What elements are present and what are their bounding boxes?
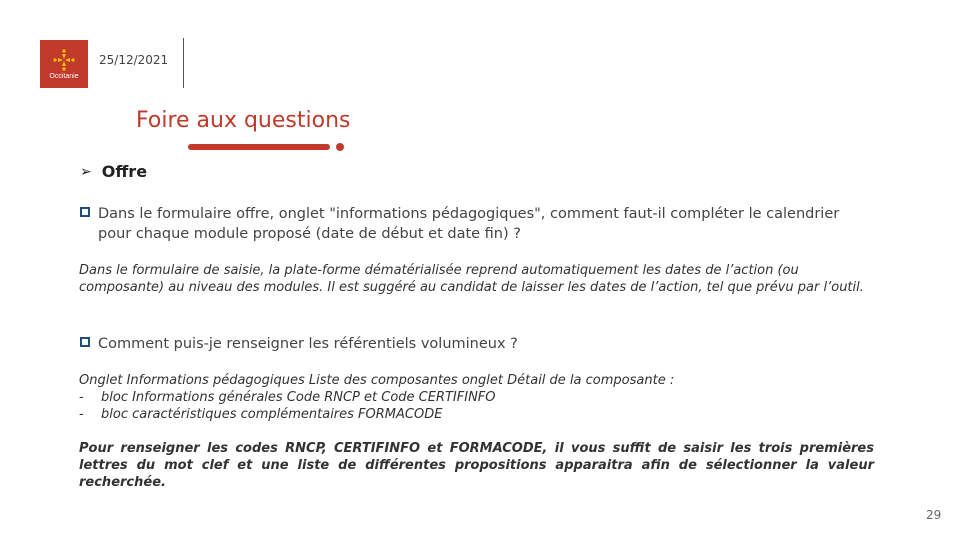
faq-answer: Dans le formulaire de saisie, la plate-forme dématérialisée reprend automatiquement les dates de l’action (ou composante) au niveau des modules. Il est suggéré au candidat de laisser les dates de l’action, tel que prévu par l’outil. [79, 263, 864, 295]
page-number: 29 [926, 508, 942, 522]
slide-date: 25/12/2021 [99, 53, 169, 67]
logo-brand-text: Occitanie [49, 73, 79, 80]
answer-bullet-line [79, 389, 869, 406]
checkbox-bullet-icon [80, 337, 90, 347]
region-logo [40, 40, 88, 88]
faq-answer [79, 372, 869, 423]
faq-note: Pour renseigner les codes RNCP, CERTIFINFO et FORMACODE, il vous suffit de saisir les trois premières lettres du mot clef et une liste de différentes propositions apparaitra afin de sélectionner la valeur recherchée. [79, 441, 874, 490]
dash-bullet: - [79, 390, 84, 405]
faq-question-text: Dans le formulaire offre, onglet "informations pédagogiques", comment faut-il compléter le calendrier pour chaque module proposé (date de début et date fin) ? [98, 206, 840, 242]
checkbox-bullet-icon [80, 207, 90, 217]
page-title: Foire aux questions [136, 108, 351, 133]
answer-line: bloc caractéristiques complémentaires FORMACODE [101, 407, 443, 422]
dash-bullet: - [79, 407, 84, 422]
faq-question [80, 204, 860, 244]
header-divider [183, 38, 184, 88]
answer-line: Onglet Informations pédagogiques Liste des composantes onglet Détail de la composante : [79, 373, 675, 388]
answer-bullet-line [79, 406, 869, 423]
title-underline [188, 144, 330, 150]
answer-line: bloc Informations générales Code RNCP et Code CERTIFINFO [101, 390, 496, 405]
section-heading [80, 162, 147, 181]
arrow-bullet-icon: ➢ [80, 163, 92, 180]
section-label: Offre [101, 162, 148, 181]
faq-question [80, 334, 860, 354]
title-underline-dot [336, 143, 344, 151]
occitanie-cross-icon [51, 47, 77, 73]
faq-question-text: Comment puis-je renseigner les référentiels volumineux ? [98, 336, 518, 352]
